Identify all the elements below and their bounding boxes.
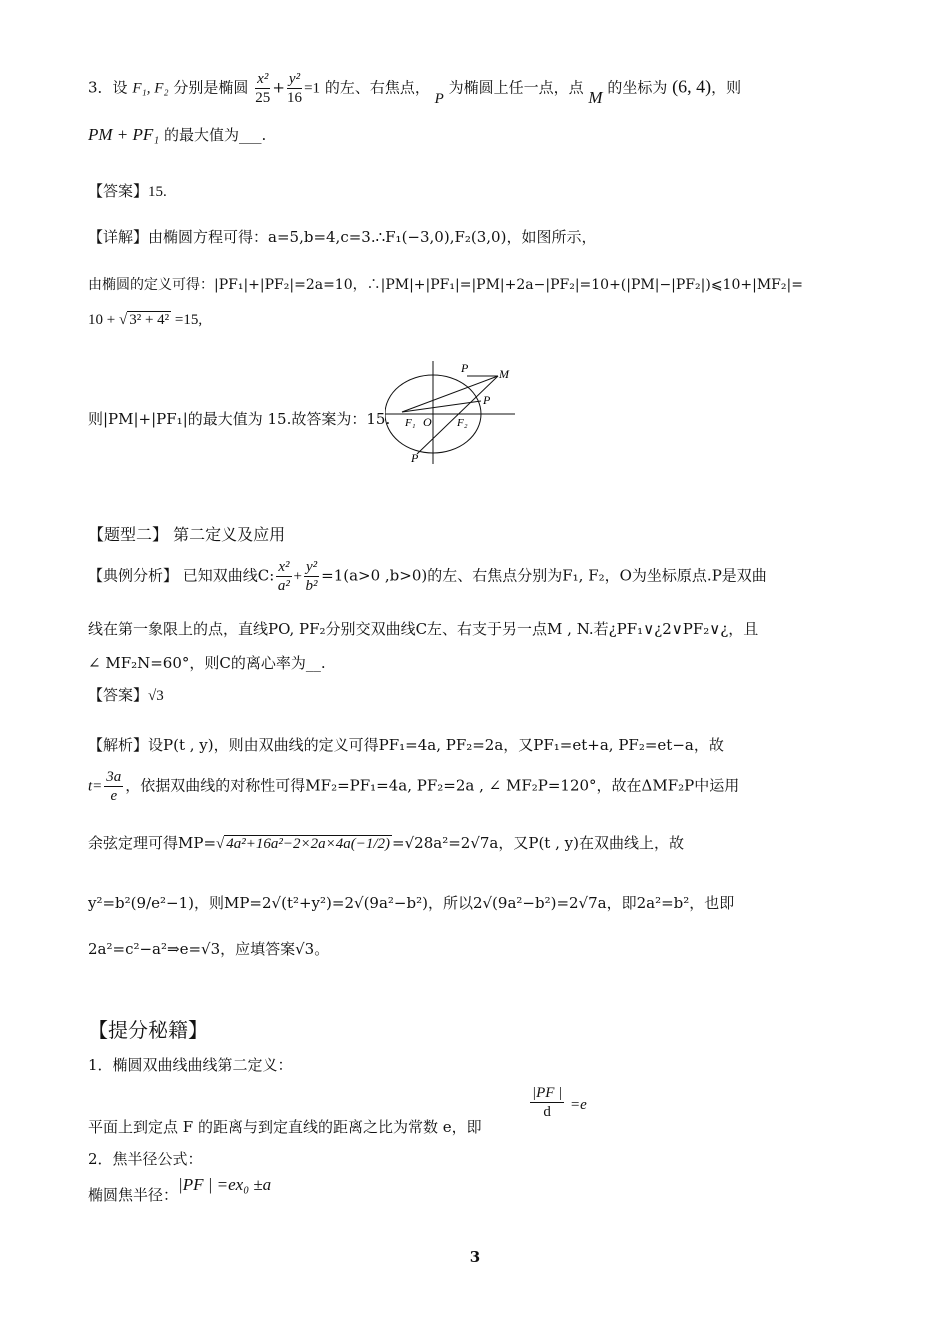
formula-rhs: =e [570, 1097, 587, 1113]
hyperbola-term-y: $\frac{\text{y²}}{\text{b²}}$ [305, 559, 318, 594]
problem-3-line-2 [88, 124, 266, 145]
point-p-symbol: P [434, 90, 444, 107]
answer-15 [88, 180, 167, 201]
solution-sqrt: 4a²+16a²−2×2a×4a(−1/2) [226, 836, 391, 852]
foci-symbols: F₁, F₂ [132, 80, 169, 97]
label-p-bottom: P [411, 451, 419, 465]
hyperbola-plus: + [293, 568, 302, 585]
ellipse-term-y: $\frac{\text{y²}}{16}$ [286, 71, 302, 106]
detail-text-2: 由椭圆的定义可得：|PF₁|+|PF₂|=2a=10，∴|PM|+|PF₁|=|PM|+2a−|PF₂|=10+(|PM|−|PF₂|)⩽10+|MF₂|= [88, 277, 803, 293]
example-line-1 [88, 558, 767, 595]
focal-radius-formula: |PF | =ex₀ ±a [178, 1175, 272, 1194]
example-text-a: 已知双曲线C: [182, 566, 275, 585]
example-label: 【典例分析】 [88, 566, 179, 585]
ellipse-term-x: $\frac{\text{x²}}{25}$ [255, 71, 271, 106]
solution-text-4: y²=b²(9/e²−1)，则MP=2√(t²+y²)=2√(9a²−b²)，所以2√(9a²−b²)=2√7a，即2a²=b²，也即 [88, 894, 735, 912]
example-text-b: =1(a>0 ,b>0)的左、右焦点分别为F₁, F₂，O为坐标原点.P是双曲 [321, 566, 767, 585]
type-2-answer-label: 【答案】 [88, 686, 149, 704]
tips-item-2 [88, 1148, 203, 1169]
solution-line-1 [88, 734, 724, 755]
solution-line-2 [88, 768, 739, 805]
problem-3-expression: PM + PF₁ [88, 125, 160, 144]
label-m: M [499, 367, 509, 381]
hyperbola-term-x: $\frac{\text{x²}}{\text{a²}}$ [277, 559, 290, 594]
label-p-top: P [461, 361, 469, 375]
problem-3-text-e: 的坐标为 [607, 78, 668, 97]
example-line-2 [88, 618, 758, 639]
detail-line-3: 10 + √ 3² + 4² =15, [88, 312, 203, 328]
detail-text-3b: =15, [171, 312, 203, 328]
answer-label: 【答案】 [88, 182, 149, 200]
detail-line-4 [88, 408, 390, 429]
tips-item-1-text: 1．椭圆双曲线曲线第二定义： [88, 1056, 293, 1074]
solution-t-fraction: $\frac{3a}{e}$ [106, 769, 122, 804]
detail-text-1: 由椭圆方程可得：a=5,b=4,c=3.∴F₁(−3,0),F₂(3,0)，如图所示， [148, 228, 597, 246]
segment-f1-p [402, 401, 481, 412]
solution-line-4 [88, 892, 734, 913]
tips-item-3-text: 椭圆焦半径： [88, 1186, 179, 1204]
tips-item-2-text: 2．焦半径公式： [88, 1150, 203, 1168]
solution-line-5 [88, 938, 329, 959]
problem-3-line-1: 3．设 F₁, F₂ 分别是椭圆 $\frac{\text{x²}}{25}$ + $\frac{\text{y²}}{16}$ =1 的左、右焦点， P 为椭圆上任一点，点 M 的坐标为 (6, 4)，则 [88, 71, 742, 107]
detail-conclusion: 则|PM|+|PF₁|的最大值为 15.故答案为：15. [88, 410, 391, 428]
example-text-2: 线在第一象限上的点，直线PO, PF₂分别交双曲线C左、右支于另一点M , N.若¿PF₁∨¿2∨PF₂∨¿，且 [88, 620, 759, 638]
detail-label: 【详解】 [88, 228, 149, 246]
type-2-answer [88, 684, 164, 705]
solution-line-3: 余弦定理可得MP=√ 4a²+16a²−2×2a×4a(−1/2) =√28a²=2√7a，又P(t , y)在双曲线上，故 [88, 834, 684, 852]
detail-line-2 [88, 274, 803, 294]
solution-label: 【解析】 [88, 736, 149, 754]
ellipse-equals: =1 [304, 80, 321, 97]
solution-text-2: ，依据双曲线的对称性可得MF₂=PF₁=4a, PF₂=2a , ∠ MF₂P=120°，故在ΔMF₂P中运用 [125, 776, 740, 795]
label-o: O [423, 415, 432, 429]
label-f1: F₁ [405, 417, 416, 429]
tips-item-1-description: 平面上到定点 F 的距离与到定直线的距离之比为常数 e，即 [88, 1118, 482, 1136]
problem-3-text-b: 分别是椭圆 [173, 78, 249, 97]
ellipse-figure [385, 356, 520, 466]
solution-t-equals: t= [88, 778, 103, 795]
tips-heading [88, 1014, 208, 1043]
tips-item-3 [88, 1175, 272, 1205]
page-number: 3 [469, 1248, 481, 1266]
second-definition-formula [530, 1084, 564, 1121]
label-p-right: P [483, 393, 491, 407]
type-2-answer-value: √3 [148, 688, 164, 704]
problem-3-intro: 3．设 [88, 78, 128, 97]
problem-3-text-d: 为椭圆上任一点，点 [448, 78, 584, 97]
detail-sqrt: 3² + 4² [129, 312, 170, 328]
type-2-heading [88, 522, 285, 545]
formula-denominator: d [543, 1104, 551, 1120]
tips-item-1 [88, 1054, 293, 1075]
detail-text-3a: 10 + [88, 312, 119, 328]
problem-3-text-c: 的左、右焦点， [324, 78, 430, 97]
example-line-3 [88, 652, 326, 673]
point-m-coordinates: (6, 4) [672, 76, 712, 97]
example-text-3: ∠ MF₂N=60°，则C的离心率为__. [88, 654, 326, 672]
solution-text-5: 2a²=c²−a²⇒e=√3，应填答案√3。 [88, 940, 330, 958]
solution-text-1: 设P(t , y)，则由双曲线的定义可得PF₁=4a, PF₂=2a，又PF₁=et+a, PF₂=et−a，故 [148, 736, 724, 754]
solution-text-3a: 余弦定理可得MP= [88, 834, 217, 852]
detail-line-1 [88, 226, 596, 247]
formula-numerator: |PF | [532, 1085, 563, 1101]
type-2-title: 【题型二】 第二定义及应用 [88, 525, 286, 544]
solution-text-3b: =√28a²=2√7a，又P(t , y)在双曲线上，故 [392, 834, 684, 852]
problem-3-question: 的最大值为___. [163, 126, 267, 144]
answer-value: 15. [148, 184, 167, 200]
tips-item-1-desc [88, 1116, 482, 1137]
tips-title: 【提分秘籍】 [88, 1018, 208, 1042]
point-m-symbol: M [588, 87, 603, 107]
label-f2: F₂ [457, 417, 468, 429]
problem-3-text-f: ，则 [711, 78, 742, 97]
